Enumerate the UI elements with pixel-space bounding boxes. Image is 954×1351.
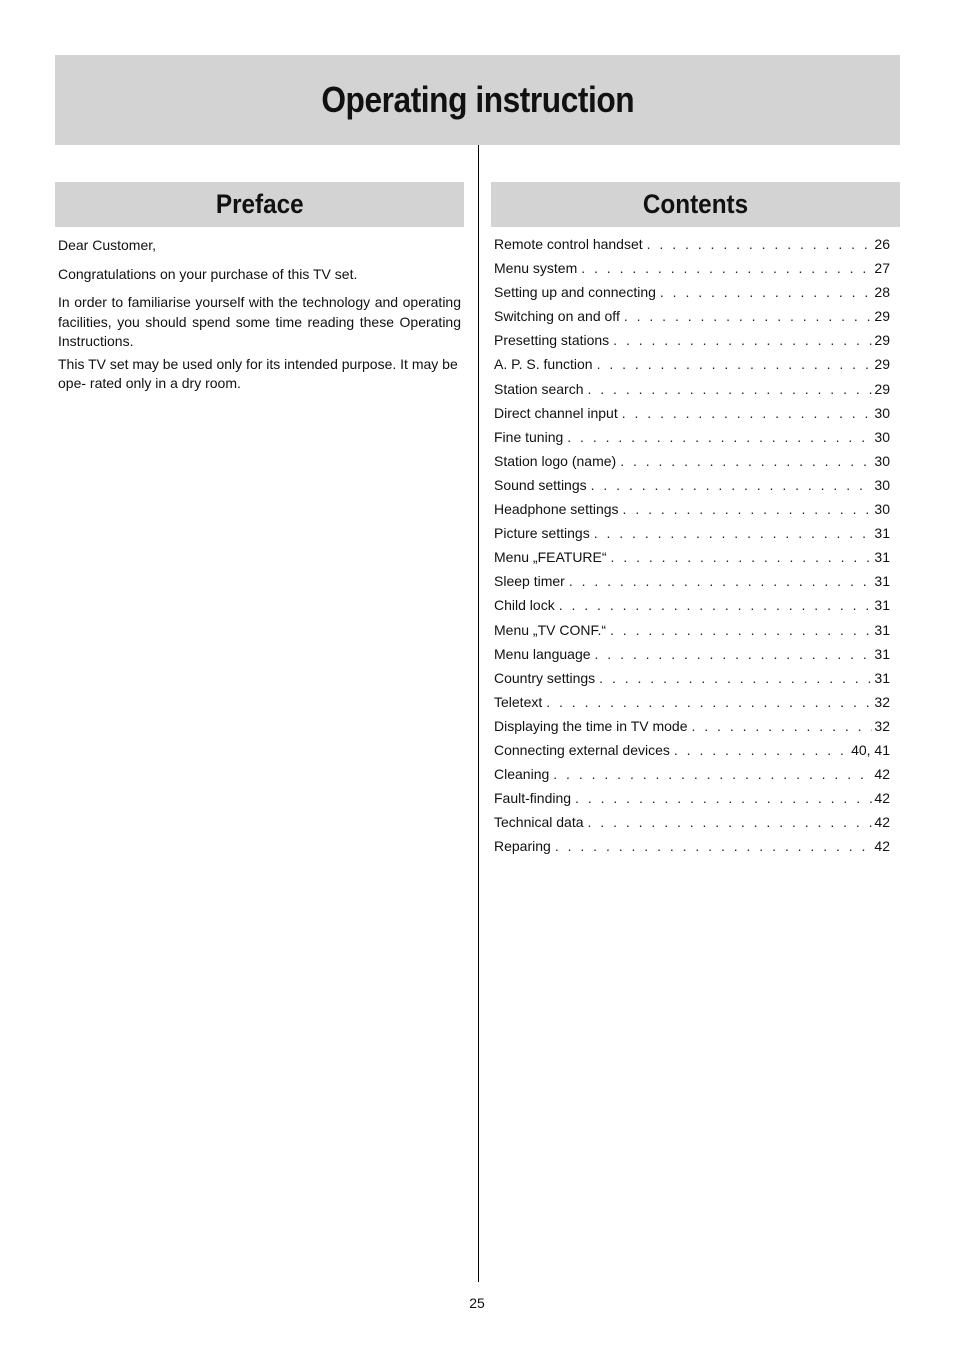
toc-leader-dots [620,453,872,469]
toc-entry-page: 29 [874,356,890,373]
contents-heading: Contents [642,189,749,219]
toc-leader-dots [559,597,873,613]
toc-leader-dots [588,814,873,830]
table-of-contents [494,236,890,862]
toc-entry-page: 28 [874,284,890,301]
toc-entry [494,790,890,814]
toc-entry-label: Teletext [494,693,543,710]
toc-entry-label: Presetting stations [494,332,610,349]
preface-paragraph: Dear Customer, [58,237,157,253]
toc-leader-dots [613,332,872,348]
toc-entry [494,670,890,694]
toc-leader-dots [692,718,873,734]
toc-entry-page: 30 [874,476,890,493]
toc-entry-label: Reparing [494,838,551,855]
toc-entry-page: 26 [874,236,890,252]
toc-entry [494,429,890,453]
toc-leader-dots [597,356,873,372]
toc-entry-label: Remote control handset [494,236,643,252]
toc-entry-label: Picture settings [494,525,590,542]
toc-leader-dots [567,429,872,445]
toc-entry-page: 29 [874,332,890,349]
toc-entry-label: Menu „FEATURE“ [494,549,607,566]
toc-entry [494,742,890,766]
toc-entry [494,405,890,429]
toc-entry-page: 31 [874,645,890,662]
toc-entry [494,356,890,380]
toc-entry [494,838,890,862]
toc-leader-dots [622,405,873,421]
toc-entry-page: 30 [874,452,890,469]
preface-heading-band [55,182,464,227]
preface-paragraph: This TV set may be used only for its intended purpose. It may be ope- rated only in a dry room. [58,355,458,391]
toc-leader-dots [647,236,873,252]
toc-entry-label: Technical data [494,814,584,831]
toc-entry [494,549,890,573]
page-title: Operating instruction [321,79,634,120]
toc-entry [494,477,890,501]
column-divider [478,145,479,1282]
toc-entry [494,646,890,670]
toc-entry [494,694,890,718]
toc-leader-dots [553,766,872,782]
toc-entry-page: 31 [874,549,890,566]
toc-entry [494,260,890,284]
toc-entry [494,525,890,549]
toc-entry-page: 32 [874,693,890,710]
toc-entry-label: Fault-finding [494,790,572,807]
toc-entry-label: Cleaning [494,766,550,783]
toc-entry-page: 31 [874,573,890,590]
toc-entry-page: 29 [874,308,890,325]
toc-entry-label: Child lock [494,597,555,614]
toc-entry-page: 31 [874,525,890,542]
toc-entry-label: Direct channel input [494,404,618,421]
toc-leader-dots [624,308,873,324]
preface-paragraph: In order to familiarise yourself with the technology and operating facilities, you should spend some time reading these Operating Instructions. [58,294,461,349]
toc-entry-page: 31 [874,669,890,686]
toc-entry [494,308,890,332]
toc-leader-dots [660,284,873,300]
toc-entry-label: Station logo (name) [494,452,617,469]
toc-entry-page: 31 [874,597,890,614]
toc-entry [494,236,890,260]
toc-entry-page: 30 [874,404,890,421]
toc-leader-dots [575,790,872,806]
toc-entry-label: Menu system [494,260,578,277]
toc-leader-dots [674,742,849,758]
toc-leader-dots [611,549,873,565]
toc-leader-dots [569,573,873,589]
toc-entry [494,332,890,356]
toc-entry-label: Setting up and connecting [494,284,656,301]
toc-entry [494,622,890,646]
preface-paragraph: Congratulations on your purchase of this TV set. [58,265,358,282]
toc-leader-dots [623,501,873,517]
toc-entry [494,284,890,308]
toc-leader-dots [599,670,872,686]
toc-leader-dots [588,381,873,397]
toc-entry-page: 42 [874,838,890,855]
toc-entry-page: 42 [874,814,890,831]
toc-entry-page: 32 [874,717,890,734]
toc-entry-label: Menu „TV CONF.“ [494,621,607,638]
toc-entry-label: A. P. S. function [494,356,593,373]
toc-entry-page: 27 [874,260,890,277]
toc-entry-label: Station search [494,380,584,397]
title-band [55,55,900,145]
toc-entry-page: 40, 41 [851,741,890,758]
toc-entry-label: Menu language [494,645,591,662]
toc-entry [494,718,890,742]
toc-leader-dots [546,694,872,710]
toc-entry-label: Country settings [494,669,596,686]
toc-entry [494,381,890,405]
toc-entry [494,766,890,790]
toc-leader-dots [555,838,873,854]
toc-entry-label: Sleep timer [494,573,565,590]
toc-leader-dots [594,525,873,541]
toc-leader-dots [610,622,872,638]
preface-heading: Preface [215,189,304,219]
toc-entry-label: Switching on and off [494,308,620,325]
toc-entry-page: 31 [874,621,890,638]
toc-entry [494,814,890,838]
toc-entry-label: Fine tuning [494,428,564,445]
toc-entry-page: 30 [874,428,890,445]
toc-entry-page: 29 [874,380,890,397]
toc-entry-page: 42 [874,766,890,783]
toc-entry-page: 42 [874,790,890,807]
toc-entry-label: Sound settings [494,476,587,493]
toc-entry-label: Connecting external devices [494,741,670,758]
toc-entry [494,453,890,477]
toc-leader-dots [581,260,872,276]
toc-entry-label: Displaying the time in TV mode [494,717,688,734]
toc-entry [494,501,890,525]
toc-entry [494,597,890,621]
contents-heading-band [491,182,900,227]
toc-entry-page: 30 [874,501,890,518]
toc-leader-dots [595,646,873,662]
preface-body [58,236,461,394]
toc-entry [494,573,890,597]
page-number: 25 [469,1295,485,1311]
toc-entry-label: Headphone settings [494,501,619,518]
toc-leader-dots [591,477,873,493]
